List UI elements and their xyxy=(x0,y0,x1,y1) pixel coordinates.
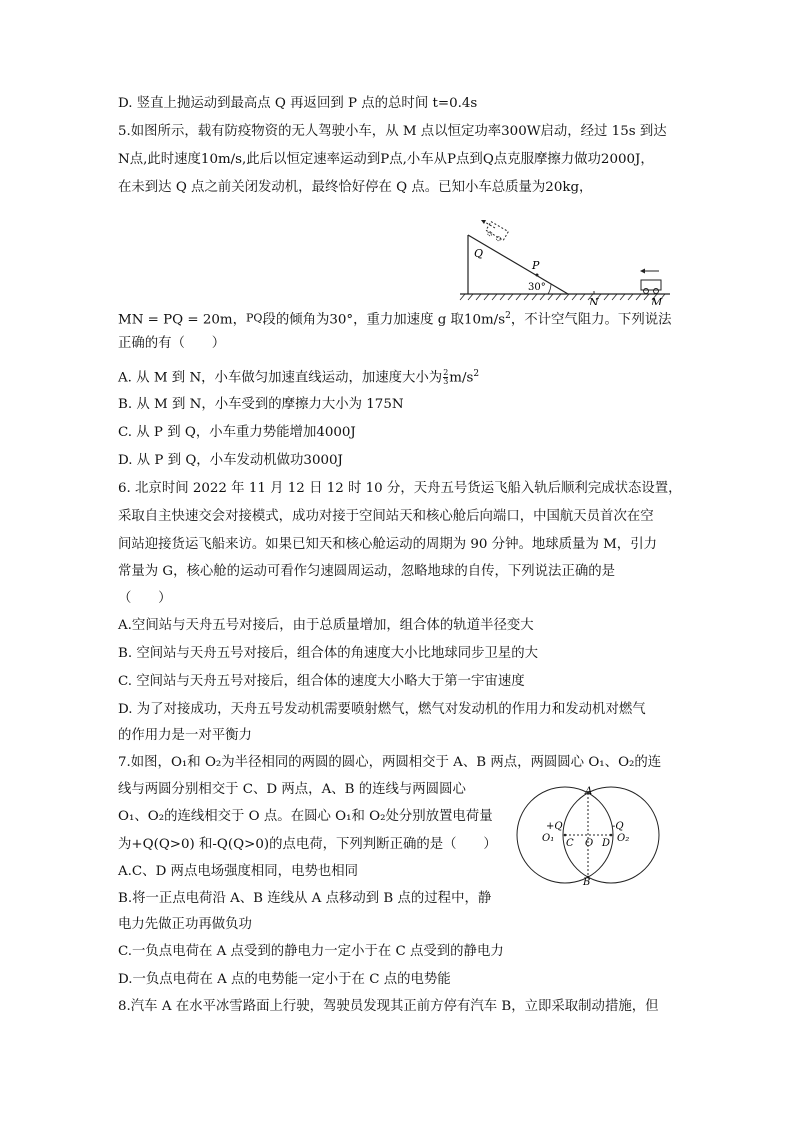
q8-stem-line1: 8.汽车 A 在水平冰雪路面上行驶，驾驶员发现其正前方停有汽车 B，立即采取制动措施，但 xyxy=(118,999,659,1014)
q7-label-c: C xyxy=(566,838,574,849)
q5-given-tail: ，不计空气阻力。下列说法 xyxy=(510,312,672,328)
q5-stem-line1: 5.如图所示，载有防疫物资的无人驾驶小车，从 M 点以恒定功率300W启动，经过 15s 到达 xyxy=(118,124,667,139)
q5-stem-line2: N点,此时速度10m/s,此后以恒定速率运动到P点,小车从P点到Q点克服摩擦力做功2000J， xyxy=(118,152,654,167)
q5-given-angle-g: 段的倾角为30°，重力加速度 g 取10m/s xyxy=(262,312,506,328)
q5-stem-line3: 在未到达 Q 点之前关闭发动机，最终恰好停在 Q 点。已知小车总质量为20kg， xyxy=(118,180,593,195)
q7-label-o1: O₁ xyxy=(542,833,555,844)
q5-label-m: M xyxy=(651,296,663,305)
q5-cart-ground xyxy=(641,280,661,294)
q6-stem-line1: 6. 北京时间 2022 年 11 月 12 日 12 时 10 分，天舟五号货运飞船入轨后顺利完成状态设置， xyxy=(118,481,682,496)
q7-label-d: D xyxy=(602,838,611,849)
q5-option-a-unit: m/s xyxy=(449,370,474,386)
q6-stem-line2: 采取自主快速交会对接模式，成功对接于空间站天和核心舱后向端口，中国航天员首次在空 xyxy=(118,509,654,524)
q7-option-d: D.一负点电荷在 A 点的电势能一定小于在 C 点的电势能 xyxy=(118,972,451,987)
q5-option-d: D. 从 P 到 Q，小车发动机做功3000J xyxy=(118,453,343,468)
q6-option-d-line2: 的作用力是一对平衡力 xyxy=(118,728,252,743)
q7-stem-line2: 线与两圆分别相交于 C、D 两点，A、B 的连线与两圆圆心 xyxy=(118,782,466,797)
q5-cart-on-slope xyxy=(485,222,509,243)
q7-stem-line1: 7.如图，O₁和 O₂为半径相同的两圆的圆心，两圆相交于 A、B 两点，两圆圆心 O₁、O₂的连 xyxy=(118,755,662,770)
q5-option-b: B. 从 M 到 N，小车受到的摩擦力大小为 175N xyxy=(118,397,404,412)
q5-g-unit-exp: 2 xyxy=(505,311,511,321)
q5-stem-line4 xyxy=(118,307,672,329)
q5-option-a xyxy=(118,365,479,387)
q5-option-a-den: 3 xyxy=(443,377,449,387)
q6-stem-line5: （ ） xyxy=(118,591,172,606)
q6-stem-line4: 常量为 G，核心舱的运动可看作匀速圆周运动，忽略地球的自传，下列说法正确的是 xyxy=(118,564,616,579)
q7-label-plus-q: +Q xyxy=(546,821,563,832)
q7-option-c: C.一负点电荷在 A 点受到的静电力一定小于在 C 点受到的静电力 xyxy=(118,944,504,959)
q6-option-a: A.空间站与天舟五号对接后，由于总质量增加，组合体的轨道半径变大 xyxy=(118,618,534,633)
q4-option-d: D. 竖直上抛运动到最高点 Q 再返回到 P 点的总时间 t=0.4s xyxy=(118,96,478,111)
q7-circles-figure xyxy=(508,785,668,885)
q5-label-angle: 30° xyxy=(528,282,546,293)
q5-option-a-num: 2 xyxy=(443,368,449,378)
q5-option-a-exp: 2 xyxy=(473,369,480,379)
q5-label-p: P xyxy=(532,259,540,272)
q7-option-a: A.C、D 两点电场强度相同，电势也相同 xyxy=(118,864,359,879)
q5-label-n: N xyxy=(589,296,599,305)
q5-label-q: Q xyxy=(474,247,484,260)
q5-slope-figure xyxy=(455,210,675,305)
q7-label-a: A xyxy=(585,786,593,797)
q7-label-b: B xyxy=(583,877,591,885)
q5-pq-label: PQ xyxy=(246,311,263,325)
q7-label-o2: O₂ xyxy=(617,833,630,844)
q7-option-b-line2: 电力先做正功再做负功 xyxy=(118,917,252,932)
q6-option-c: C. 空间站与天舟五号对接后，组合体的速度大小略大于第一宇宙速度 xyxy=(118,674,525,689)
q6-stem-line3: 间站迎接货运飞船来访。如果已知天和核心舱运动的周期为 90 分钟。地球质量为 M，引力 xyxy=(118,537,657,552)
q7-stem-line3: O₁、O₂的连线相交于 O 点。在圆心 O₁和 O₂处分别放置电荷量 xyxy=(118,809,493,824)
q7-label-minus-q: -Q xyxy=(612,821,624,832)
q5-given-mn-pq: MN = PQ = 20m， xyxy=(118,312,247,328)
q7-option-b-line1: B.将一正点电荷沿 A、B 连线从 A 点移动到 B 点的过程中，静 xyxy=(118,891,492,906)
q7-label-o: O xyxy=(585,838,594,849)
q5-angle-arc xyxy=(548,284,551,294)
q5-stem-line5: 正确的有（ ） xyxy=(118,336,226,351)
q5-option-c: C. 从 P 到 Q，小车重力势能增加4000J xyxy=(118,425,356,440)
q7-stem-line4: 为+Q(Q>0) 和-Q(Q>0)的点电荷，下列判断正确的是（ ） xyxy=(118,837,497,852)
q6-option-d-line1: D. 为了对接成功，天舟五号发动机需要喷射燃气，燃气对发动机的作用力和发动机对燃气 xyxy=(118,702,646,717)
q5-option-a-text: A. 从 M 到 N，小车做匀加速直线运动，加速度大小为 xyxy=(118,370,443,386)
q6-option-b: B. 空间站与天舟五号对接后，组合体的角速度大小比地球同步卫星的大 xyxy=(118,646,539,661)
